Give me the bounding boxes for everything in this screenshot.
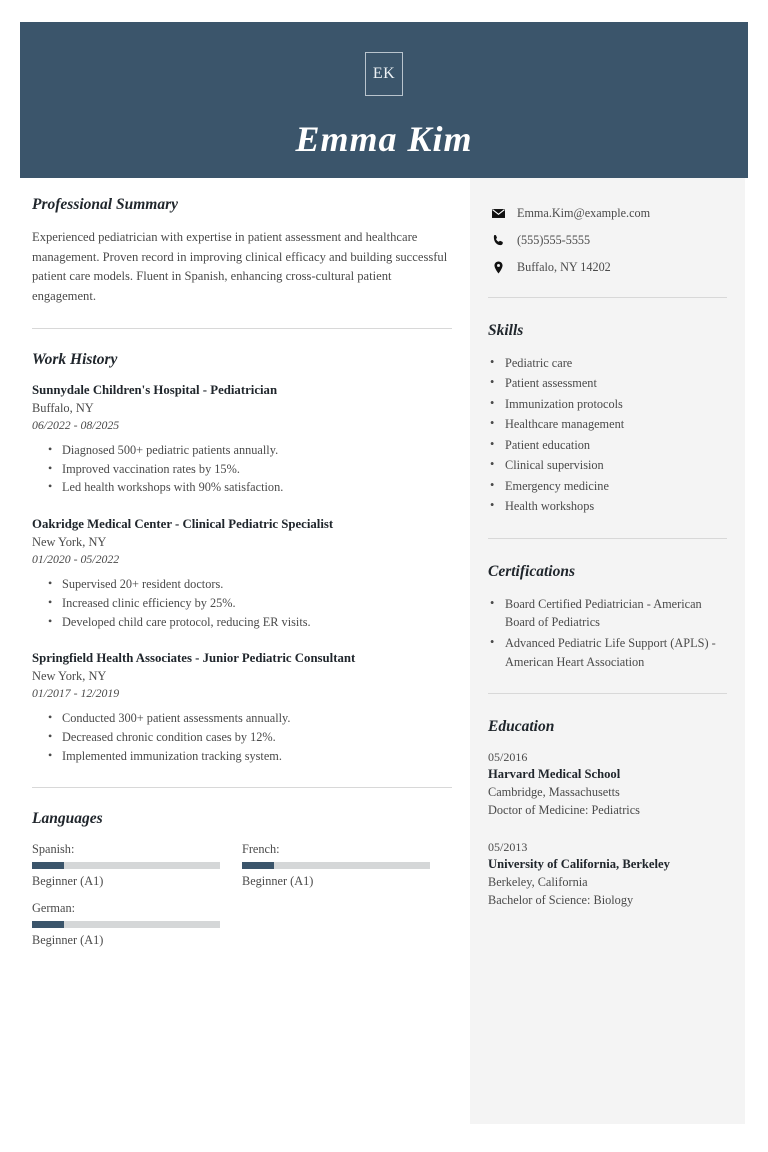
language-progress-track	[32, 862, 220, 869]
language-item	[32, 901, 242, 948]
job-bullet: • Developed child care protocol, reducing ER visits.	[50, 613, 452, 632]
languages-title: Languages	[32, 810, 103, 828]
job-bullets	[32, 441, 452, 497]
contact-location-text: Buffalo, NY 14202	[517, 260, 611, 274]
education-item	[488, 840, 727, 910]
summary-section	[32, 196, 452, 306]
language-level: Beginner (A1)	[32, 874, 104, 889]
education-location: Cambridge, Massachusetts	[488, 785, 620, 800]
skills-section	[488, 322, 727, 516]
main-divider-2	[32, 787, 452, 788]
job-location: New York, NY	[32, 535, 107, 550]
job-title: Sunnydale Children's Hospital - Pediatrician	[32, 383, 278, 398]
sidebar-divider-1	[488, 297, 727, 298]
main-column	[32, 196, 452, 960]
summary-text: Experienced pediatrician with expertise in patient assessment and healthcare management. Proven record in improving clinical efficacy and building successful patient care models. Fluent in Spanish, enhancing cross-cultural patient engagement.	[32, 230, 448, 303]
location-pin-icon	[488, 261, 508, 274]
job-dates: 01/2017 - 12/2019	[32, 686, 120, 701]
education-section	[488, 718, 727, 909]
languages-grid	[32, 842, 452, 960]
monogram-badge	[365, 52, 403, 96]
job-bullet: • Led health workshops with 90% satisfaction.	[50, 478, 452, 497]
contact-email-text[interactable]: Emma.Kim@example.com	[517, 206, 651, 220]
job-title: Oakridge Medical Center - Clinical Pediatric Specialist	[32, 517, 334, 532]
skill-item: • Health workshops	[488, 497, 727, 515]
education-date: 05/2016	[488, 750, 528, 765]
contact-phone-text[interactable]: (555)555-5555	[517, 233, 591, 247]
education-degree: Doctor of Medicine: Pediatrics	[488, 803, 640, 818]
main-divider-1	[32, 328, 452, 329]
job-dates: 01/2020 - 05/2022	[32, 552, 120, 567]
job-bullet: • Decreased chronic condition cases by 12%.	[50, 728, 452, 747]
language-name: Spanish:	[32, 842, 75, 857]
education-school: Harvard Medical School	[488, 767, 621, 782]
language-name: French:	[242, 842, 280, 857]
language-progress-fill	[242, 862, 274, 869]
envelope-icon	[488, 207, 508, 220]
skill-item: • Healthcare management	[488, 415, 727, 433]
language-level: Beginner (A1)	[242, 874, 314, 889]
education-degree: Bachelor of Science: Biology	[488, 892, 634, 907]
education-location: Berkeley, California	[488, 874, 588, 889]
summary-title: Professional Summary	[32, 196, 178, 213]
job-bullets	[32, 575, 452, 631]
contact-item-location	[488, 260, 727, 275]
phone-icon	[488, 234, 508, 247]
work-history-entry	[32, 383, 452, 497]
language-level: Beginner (A1)	[32, 933, 104, 948]
skill-item: • Emergency medicine	[488, 477, 727, 495]
candidate-name: Emma Kim	[295, 119, 473, 159]
education-date: 05/2013	[488, 839, 528, 854]
job-bullet: • Improved vaccination rates by 15%.	[50, 460, 452, 479]
certification-item: • Board Certified Pediatrician - American Board of Pediatrics	[488, 595, 727, 632]
education-item	[488, 750, 727, 820]
certifications-list	[488, 595, 727, 672]
skill-item: • Pediatric care	[488, 354, 727, 372]
language-item	[32, 842, 242, 889]
skills-title: Skills	[488, 322, 524, 339]
job-title: Springfield Health Associates - Junior Pediatric Consultant	[32, 651, 356, 666]
language-progress-fill	[32, 921, 64, 928]
sidebar	[470, 178, 745, 1124]
skill-item: • Patient education	[488, 436, 727, 454]
certification-item: • Advanced Pediatric Life Support (APLS) - American Heart Association	[488, 634, 727, 671]
job-bullets	[32, 709, 452, 765]
certifications-section	[488, 563, 727, 672]
work-history-section	[32, 351, 452, 765]
sidebar-divider-2	[488, 538, 727, 539]
job-location: New York, NY	[32, 669, 107, 684]
job-bullet: • Diagnosed 500+ pediatric patients annually.	[50, 441, 452, 460]
education-school: University of California, Berkeley	[488, 856, 670, 871]
language-item	[242, 842, 452, 889]
contact-section	[488, 206, 727, 275]
skill-item: • Clinical supervision	[488, 456, 727, 474]
job-bullet: • Conducted 300+ patient assessments annually.	[50, 709, 452, 728]
work-history-title: Work History	[32, 351, 118, 369]
contact-item-phone	[488, 233, 727, 248]
job-dates: 06/2022 - 08/2025	[32, 418, 120, 433]
job-bullet: • Increased clinic efficiency by 25%.	[50, 594, 452, 613]
job-location: Buffalo, NY	[32, 401, 94, 416]
sidebar-divider-3	[488, 693, 727, 694]
skill-item: • Immunization protocols	[488, 395, 727, 413]
language-name: German:	[32, 901, 76, 916]
resume-header	[20, 22, 748, 178]
certifications-title: Certifications	[488, 562, 575, 580]
monogram-initials: EK	[372, 65, 396, 82]
language-progress-fill	[32, 862, 64, 869]
education-title: Education	[488, 718, 555, 736]
contact-item-email	[488, 206, 727, 221]
work-history-entry	[32, 517, 452, 631]
job-bullet: • Supervised 20+ resident doctors.	[50, 575, 452, 594]
job-bullet: • Implemented immunization tracking system.	[50, 747, 452, 766]
skill-item: • Patient assessment	[488, 374, 727, 392]
language-progress-track	[32, 921, 220, 928]
language-progress-track	[242, 862, 430, 869]
languages-section	[32, 810, 452, 960]
work-history-entry	[32, 651, 452, 765]
skills-list	[488, 354, 727, 516]
